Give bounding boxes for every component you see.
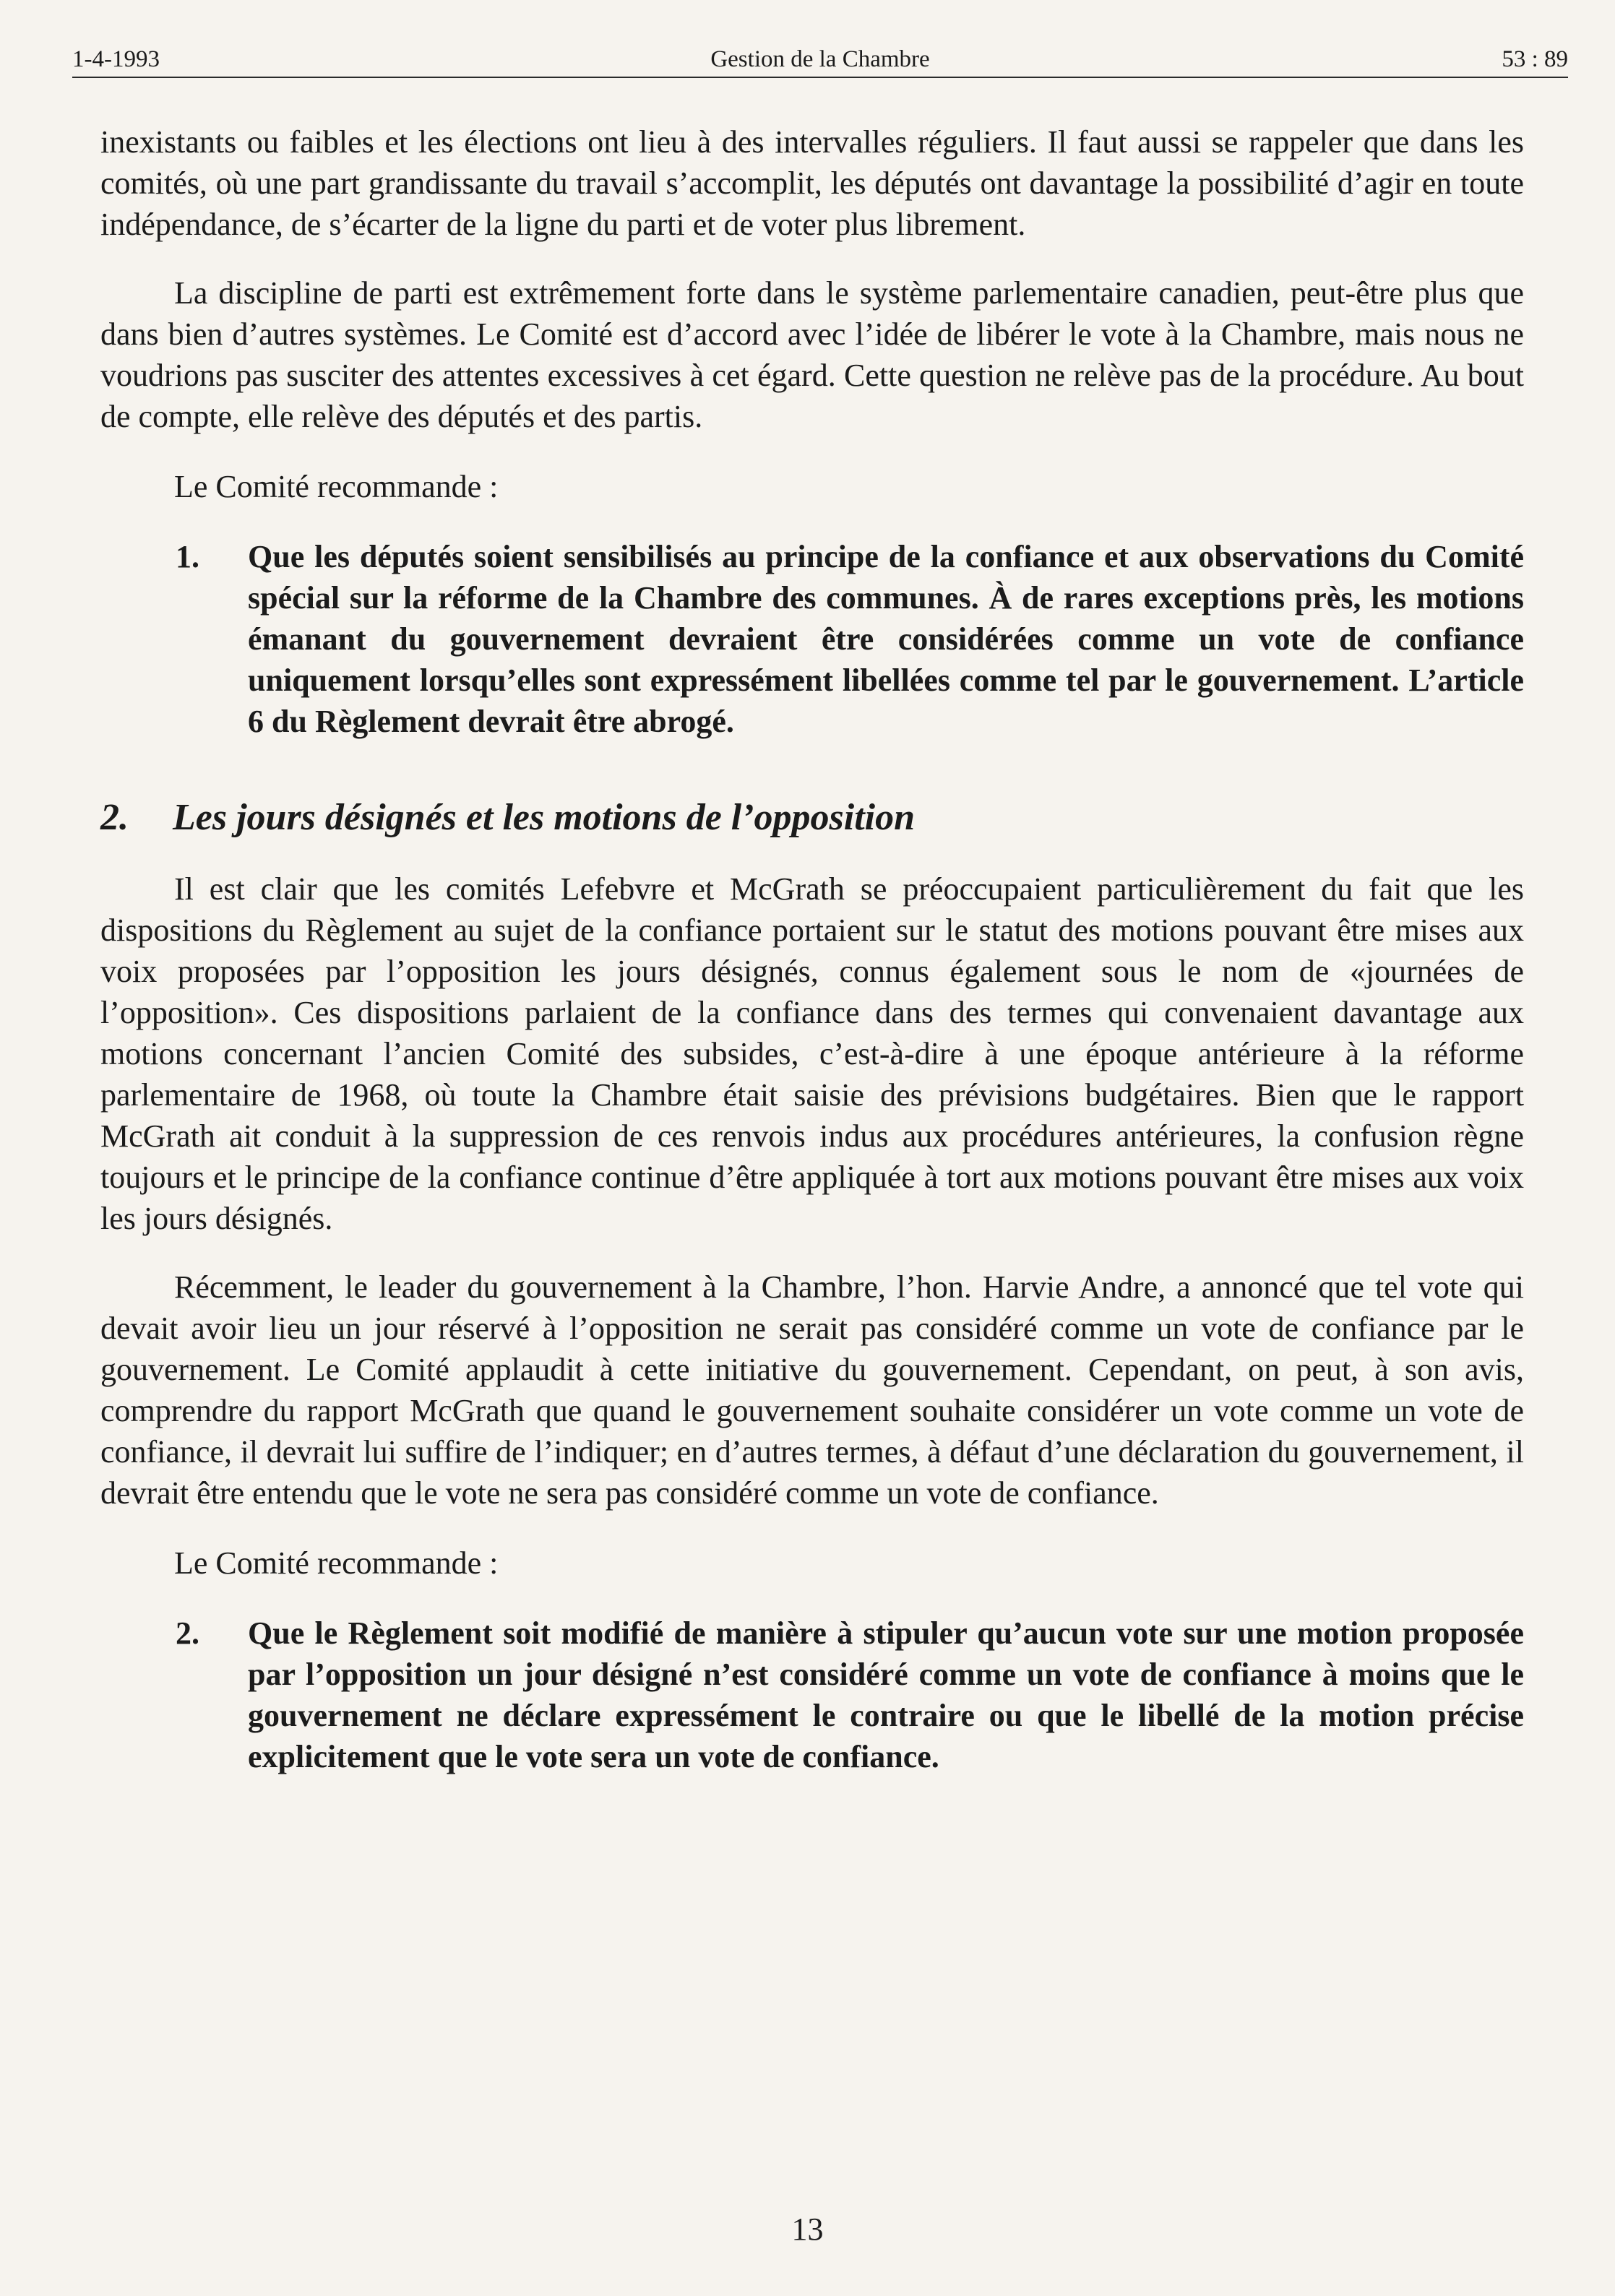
page-number: 13 xyxy=(791,2211,824,2247)
recommendation-2-text: Que le Règlement soit modifié de manière à stipuler qu’aucun vote sur une motion proposée par l’opposition un jour désigné n’est considéré comme un vote de confiance à moins que le gouvernement ne déclare expressément le contraire ou que le libellé de la motion précise explicitement que le vote sera un vote de confiance. xyxy=(248,1615,1524,1774)
section-number: 2. xyxy=(100,797,129,838)
paragraph-government-leader: Récemment, le leader du gouvernement à la Chambre, l’hon. Harvie Andre, a annoncé que tel vote qui devait avoir lieu un jour réservé à l’opposition ne serait pas considéré comme un vote de confiance par le gouvernement. Le Comité applaudit à cette initiative du gouvernement. Cependant, on peut, à son avis, comprendre du rapport McGrath que quand le gouvernement souhaite considérer un vote comme un vote de confiance, il devrait lui suffire de l’indiquer; en d’autres termes, à défaut d’une déclaration du gouvernement, il devrait être entendu que le vote ne sera pas considéré comme un vote de confiance. xyxy=(100,1269,1524,1511)
paragraph-continued: inexistants ou faibles et les élections ont lieu à des intervalles réguliers. Il faut aussi se rappeler que dans les comités, où une part grandissante du travail s’accomplit, les députés ont davantage la possibilité d’agir en toute indépendance, de s’écarter de la ligne du parti et de voter plus librement. xyxy=(100,124,1524,242)
section-heading xyxy=(100,797,1524,838)
recommendation-intro: Le Comité recommande : xyxy=(174,1545,499,1581)
recommendation-1-text: Que les députés soient sensibilisés au principe de la confiance et aux observations du Comité spécial sur la réforme de la Chambre des communes. À de rares exceptions près, les motions émanant du gouvernement devraient être considérées comme un vote de confiance uniquement lorsqu’elles sont expressément libellées comme tel par le gouvernement. L’article 6 du Règlement devrait être abrogé. xyxy=(248,539,1524,739)
recommendation-intro: Le Comité recommande : xyxy=(174,469,499,504)
recommendation-1-number: 1. xyxy=(176,539,199,574)
recommendation-1 xyxy=(100,536,1524,742)
recommendation-2 xyxy=(100,1613,1524,1777)
header-date: 1-4-1993 xyxy=(72,46,160,72)
section-title: Les jours désignés et les motions de l’opposition xyxy=(173,797,916,838)
running-header xyxy=(72,42,1568,78)
recommendation-2-number: 2. xyxy=(176,1615,199,1651)
paragraph-committees: Il est clair que les comités Lefebvre et McGrath se préoccupaient particulièrement du fait que les dispositions du Règlement au sujet de la confiance portaient sur le statut des motions pouvant être mises aux voix proposées par l’opposition les jours désignés, connus également sous le nom de «journées de l’opposition». Ces dispositions parlaient de la confiance dans des termes qui convenaient davantage aux motions concernant l’ancien Comité des subsides, c’est-à-dire à une époque antérieure à la réforme parlementaire de 1968, où toute la Chambre était saisie des prévisions budgétaires. Bien que le rapport McGrath ait conduit à la suppression de ces renvois indus aux procédures antérieures, la confusion règne toujours et le principe de la confiance continue d’être appliquée à tort aux motions pouvant être mises aux voix les jours désignés. xyxy=(100,871,1524,1236)
paragraph-party-discipline: La discipline de parti est extrêmement forte dans le système parlementaire canadien, peut-être plus que dans bien d’autres systèmes. Le Comité est d’accord avec l’idée de libérer le vote à la Chambre, mais nous ne voudrions pas susciter des attentes excessives à cet égard. Cette question ne relève pas de la procédure. Au bout de compte, elle relève des députés et des partis. xyxy=(100,275,1524,434)
header-title: Gestion de la Chambre xyxy=(710,46,930,72)
body-text xyxy=(100,121,1524,1777)
header-page-reference: 53 : 89 xyxy=(1502,46,1568,72)
